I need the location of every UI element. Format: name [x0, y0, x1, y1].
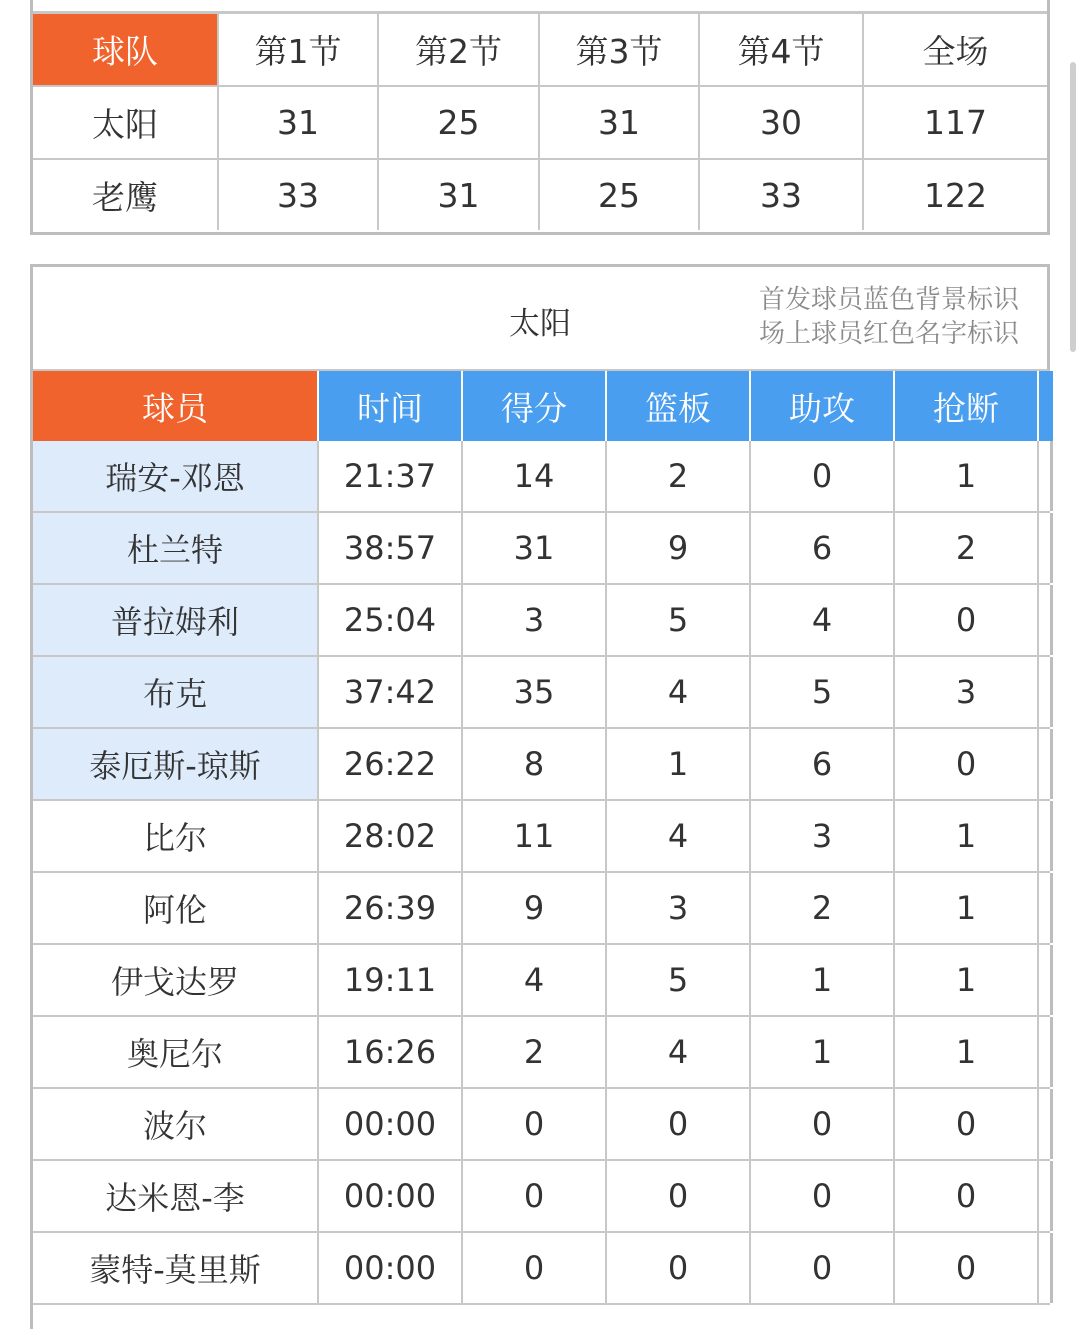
overflow-cell [1039, 1161, 1053, 1231]
column-header-assists[interactable]: 助攻 [751, 371, 895, 441]
quarter-total-score: 122 [924, 175, 987, 215]
quarter-score: 25 [379, 87, 540, 158]
player-name-cell[interactable]: 伊戈达罗 [33, 945, 319, 1015]
overflow-cell [1039, 585, 1053, 655]
overflow-cell [1039, 441, 1053, 511]
player-box-score [30, 264, 1050, 1329]
quarter-header-q2: 第2节 [379, 14, 540, 85]
player-name-cell[interactable]: 比尔 [33, 801, 319, 871]
steals-cell: 1 [895, 441, 1039, 511]
minutes-cell: 37:42 [319, 657, 463, 727]
quarter-team-name: 太阳 [33, 87, 219, 158]
quarter-score: 31 [540, 87, 700, 158]
assists-cell: 1 [751, 1017, 895, 1087]
overflow-cell [1039, 729, 1053, 799]
minutes-cell: 21:37 [319, 441, 463, 511]
assists-cell: 3 [751, 801, 895, 871]
minutes-cell: 16:26 [319, 1017, 463, 1087]
quarter-total-score: 117 [924, 103, 987, 142]
points-cell: 0 [463, 1161, 607, 1231]
rebounds-cell: 4 [607, 801, 751, 871]
rebounds-cell: 0 [607, 1233, 751, 1303]
quarter-score-table [30, 0, 1050, 235]
steals-cell: 0 [895, 1233, 1039, 1303]
player-name-cell[interactable]: 布克 [33, 657, 319, 727]
player-name-cell[interactable]: 瑞安-邓恩 [33, 441, 319, 511]
points-cell: 9 [463, 873, 607, 943]
minutes-cell: 00:00 [319, 1233, 463, 1303]
player-name-cell[interactable]: 奥尼尔 [33, 1017, 319, 1087]
scrollbar[interactable] [1070, 62, 1076, 352]
points-cell: 0 [463, 1089, 607, 1159]
player-header-row [33, 371, 1050, 441]
quarter-header-q1: 第1节 [219, 14, 379, 85]
assists-cell: 0 [751, 1161, 895, 1231]
quarter-score: 33 [219, 160, 379, 230]
points-cell: 3 [463, 585, 607, 655]
player-name-cell[interactable]: 杜兰特 [33, 513, 319, 583]
steals-cell: 2 [895, 513, 1039, 583]
table-row[interactable] [33, 441, 1050, 513]
points-cell: 0 [463, 1233, 607, 1303]
quarter-row-suns [33, 87, 1047, 160]
team-header [33, 267, 1050, 371]
assists-cell: 0 [751, 441, 895, 511]
rebounds-cell: 0 [607, 1161, 751, 1231]
table-row[interactable] [33, 945, 1050, 1017]
table-row[interactable] [33, 585, 1050, 657]
table-top-edge [33, 0, 1047, 14]
minutes-cell: 26:39 [319, 873, 463, 943]
table-row[interactable] [33, 1089, 1050, 1161]
quarter-score: 33 [700, 160, 864, 230]
quarter-header-q4: 第4节 [700, 14, 864, 85]
rebounds-cell: 3 [607, 873, 751, 943]
minutes-cell: 28:02 [319, 801, 463, 871]
column-header-minutes[interactable]: 时间 [319, 371, 463, 441]
assists-cell: 6 [751, 513, 895, 583]
player-name-cell[interactable]: 蒙特-莫里斯 [33, 1233, 319, 1303]
table-row[interactable] [33, 1161, 1050, 1233]
column-header-rebounds[interactable]: 篮板 [607, 371, 751, 441]
quarter-row-hawks [33, 160, 1047, 230]
table-row[interactable] [33, 1017, 1050, 1089]
rebounds-cell: 9 [607, 513, 751, 583]
quarter-score: 30 [700, 87, 864, 158]
legend [759, 283, 1019, 351]
points-cell: 14 [463, 441, 607, 511]
player-name-cell[interactable]: 普拉姆利 [33, 585, 319, 655]
column-header-points[interactable]: 得分 [463, 371, 607, 441]
player-name-cell[interactable]: 达米恩-李 [33, 1161, 319, 1231]
points-cell: 11 [463, 801, 607, 871]
overflow-cell [1039, 801, 1053, 871]
minutes-cell: 00:00 [319, 1089, 463, 1159]
table-row[interactable] [33, 729, 1050, 801]
quarter-score: 25 [540, 160, 700, 230]
rebounds-cell: 1 [607, 729, 751, 799]
table-row[interactable] [33, 657, 1050, 729]
rebounds-cell: 5 [607, 945, 751, 1015]
quarter-score: 31 [219, 87, 379, 158]
rebounds-cell: 4 [607, 1017, 751, 1087]
assists-cell: 1 [751, 945, 895, 1015]
column-header-overflow [1039, 371, 1053, 441]
overflow-cell [1039, 1089, 1053, 1159]
rebounds-cell: 4 [607, 657, 751, 727]
table-row[interactable] [33, 513, 1050, 585]
overflow-cell [1039, 657, 1053, 727]
quarter-header-q3: 第3节 [540, 14, 700, 85]
table-row[interactable] [33, 801, 1050, 873]
legend-oncourt-note: 场上球员红色名字标识 [758, 319, 1019, 349]
overflow-cell [1039, 945, 1053, 1015]
steals-cell: 0 [895, 1089, 1039, 1159]
minutes-cell: 38:57 [319, 513, 463, 583]
table-row[interactable] [33, 1233, 1050, 1305]
minutes-cell: 19:11 [319, 945, 463, 1015]
steals-cell: 0 [895, 729, 1039, 799]
table-row[interactable] [33, 873, 1050, 945]
steals-cell: 1 [895, 801, 1039, 871]
minutes-cell: 25:04 [319, 585, 463, 655]
rebounds-cell: 0 [607, 1089, 751, 1159]
steals-cell: 1 [895, 945, 1039, 1015]
player-rows [33, 441, 1050, 1305]
points-cell: 2 [463, 1017, 607, 1087]
legend-starter-note: 首发球员蓝色背景标识 [758, 285, 1019, 315]
overflow-cell [1039, 1017, 1053, 1087]
assists-cell: 2 [751, 873, 895, 943]
quarter-header-team: 球队 [33, 14, 219, 85]
steals-cell: 0 [895, 585, 1039, 655]
quarter-header-row [33, 14, 1047, 87]
column-header-player[interactable]: 球员 [33, 371, 319, 441]
overflow-cell [1039, 1233, 1053, 1303]
points-cell: 4 [463, 945, 607, 1015]
player-name-cell[interactable]: 泰厄斯-琼斯 [33, 729, 319, 799]
quarter-score: 31 [379, 160, 540, 230]
player-name-cell[interactable]: 波尔 [33, 1089, 319, 1159]
quarter-header-total: 全场 [922, 32, 989, 71]
minutes-cell: 26:22 [319, 729, 463, 799]
rebounds-cell: 5 [607, 585, 751, 655]
overflow-cell [1039, 873, 1053, 943]
team-name: 太阳 [509, 306, 571, 342]
assists-cell: 6 [751, 729, 895, 799]
assists-cell: 0 [751, 1089, 895, 1159]
column-header-steals[interactable]: 抢断 [895, 371, 1039, 441]
assists-cell: 4 [751, 585, 895, 655]
assists-cell: 0 [751, 1233, 895, 1303]
minutes-cell: 00:00 [319, 1161, 463, 1231]
steals-cell: 1 [895, 873, 1039, 943]
points-cell: 31 [463, 513, 607, 583]
player-name-cell[interactable]: 阿伦 [33, 873, 319, 943]
quarter-team-name: 老鹰 [33, 160, 219, 230]
steals-cell: 0 [895, 1161, 1039, 1231]
rebounds-cell: 2 [607, 441, 751, 511]
overflow-cell [1039, 513, 1053, 583]
steals-cell: 3 [895, 657, 1039, 727]
points-cell: 8 [463, 729, 607, 799]
assists-cell: 5 [751, 657, 895, 727]
steals-cell: 1 [895, 1017, 1039, 1087]
points-cell: 35 [463, 657, 607, 727]
